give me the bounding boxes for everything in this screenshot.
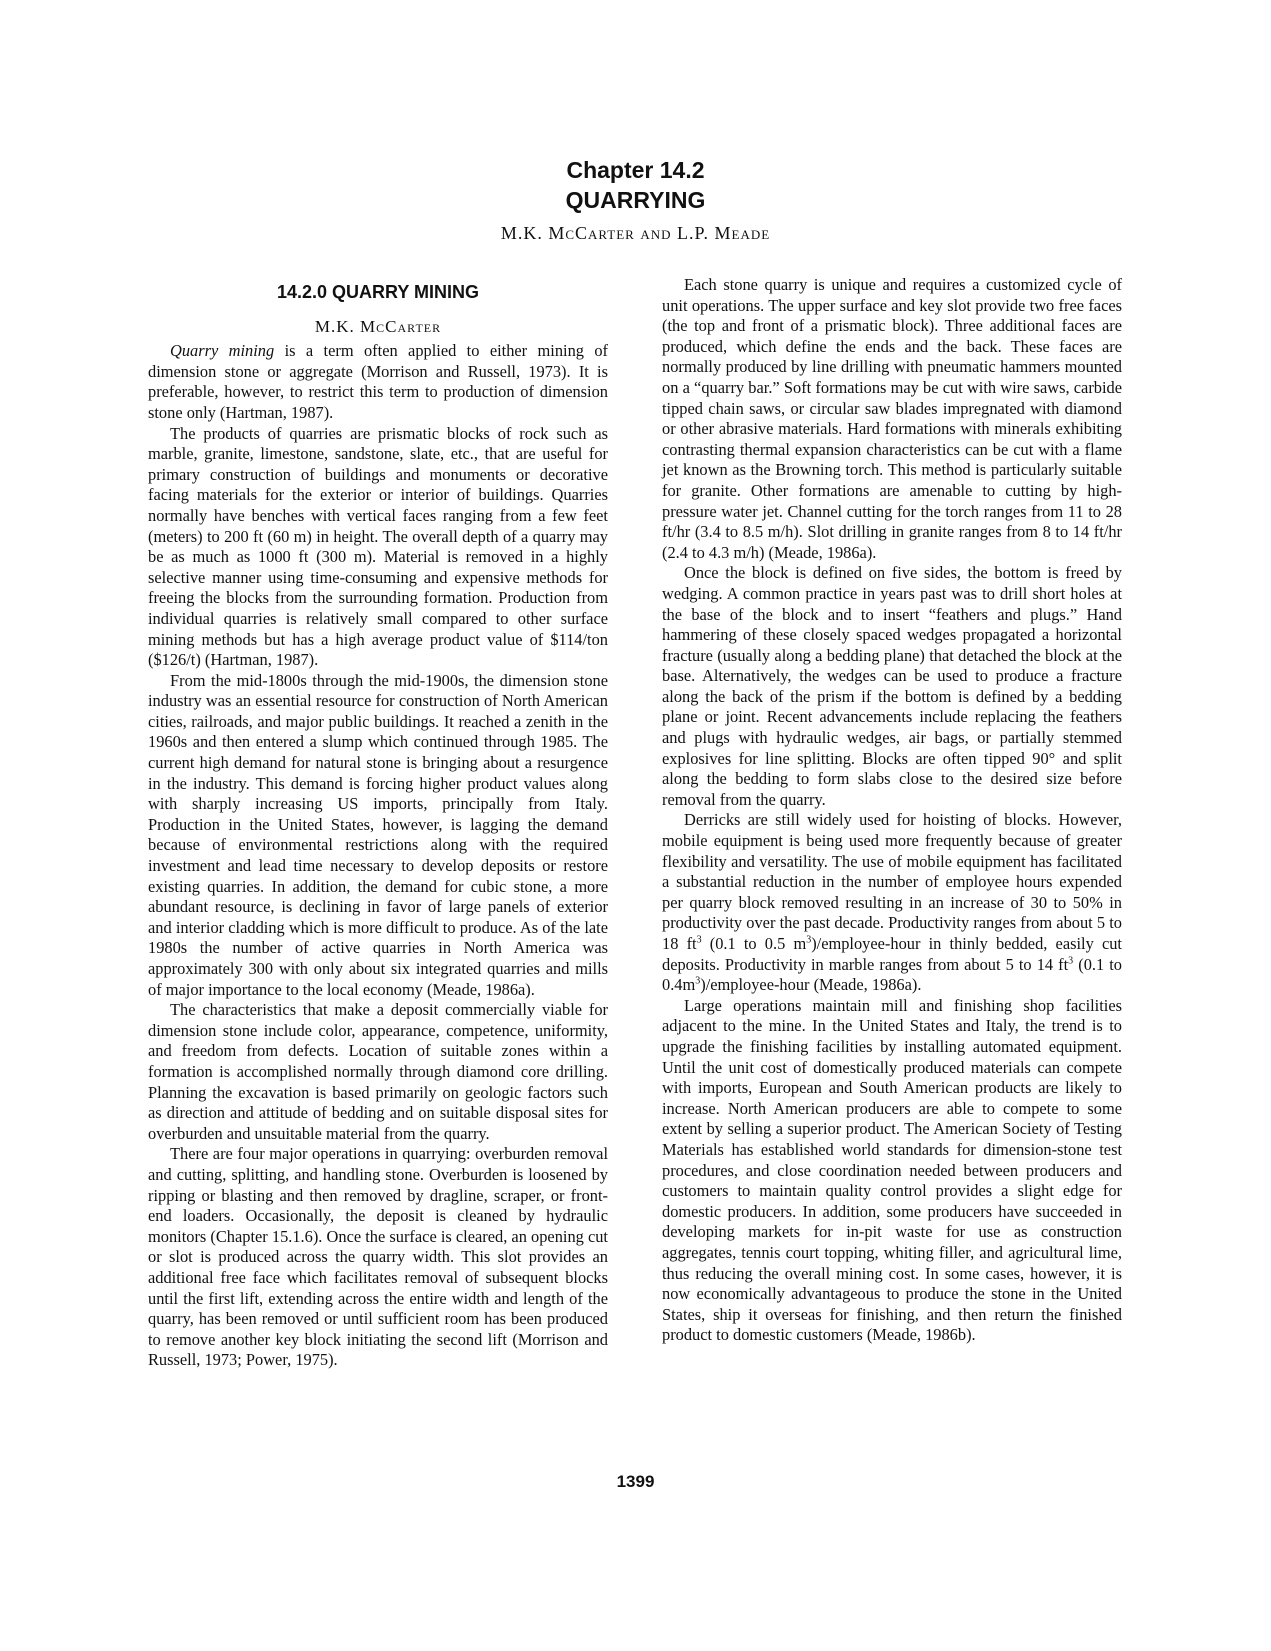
paragraph: Once the block is defined on five sides, the bottom is freed by wedging. A common practice in years past was to drill short holes at the base of the block and to insert “feathers and plugs.” Hand hammering of these closely spaced wedges propagated a horizontal fracture (usually along a bedding plane) that detached the block at the base. Alternatively, the wedges can be used to produce a fracture along the back of the prism if the bottom is defined by a bedding plane or joint. Recent advancements include replacing the feathers and plugs with hydraulic wedges, air bags, or partially stemmed explosives for line splitting. Blocks are often tipped 90° and split along the bedding to form slabs close to the desired size before removal from the quarry. <box>662 563 1122 809</box>
chapter-title: QUARRYING <box>565 187 706 213</box>
paragraph <box>148 341 608 423</box>
paragraph: From the mid-1800s through the mid-1900s, the dimension stone industry was an essential resource for construction of North American cities, railroads, and major public buildings. It reached a zenith in the 1960s and then entered a slump which continued through 1985. The current high demand for natural stone is bringing about a resurgence in the industry. This demand is forcing higher product values along with sharply increasing US imports, principally from Italy. Production in the United States, however, is lagging the demand because of environmental restrictions along with the required investment and lead time necessary to develop deposits or restore existing quarries. In addition, the demand for cubic stone, a more abundant resource, is declining in favor of large panels of exterior and interior cladding which is more difficult to produce. As of the late 1980s the number of active quarries in North America was approximately 300 with only about six integrated quarries and mills of major importance to the local economy (Meade, 1986a). <box>148 670 608 999</box>
superscript: 3 <box>806 934 812 946</box>
term-quarry-mining: Quarry mining <box>170 341 275 361</box>
paragraph <box>662 810 1122 995</box>
superscript: 3 <box>1068 955 1074 967</box>
chapter-authors: M.K. McCarter and L.P. Meade <box>500 223 771 243</box>
paragraph: There are four major operations in quarrying: overburden removal and cutting, splitting, and handling stone. Overburden is loosened by ripping or blasting and then removed by dragline, scraper, or front-end loaders. Occasionally, the deposit is cleaned by hydraulic monitors (Chapter 15.1.6). Once the surface is cleared, an opening cut or slot is produced across the quarry width. This slot provides an additional free face which facilitates removal of subsequent blocks until the first lift, extending across the entire width and length of the quarry, has been removed or until sufficient room has been produced to remove another key block initiating the second lift (Morrison and Russell, 1973; Power, 1975). <box>148 1144 608 1370</box>
chapter-number: Chapter 14.2 <box>566 157 705 183</box>
paragraph-text: )/employee-hour (Meade, 1986a). <box>700 975 922 995</box>
paragraph: Each stone quarry is unique and requires a customized cycle of unit operations. The upper surface and key slot provide two free faces (the top and front of a prismatic block). Three additional faces are produced, which define the ends and the back. These faces are normally produced by line drilling with pneumatic hammers mounted on a “quarry bar.” Soft formations may be cut with wire saws, carbide tipped chain saws, or circular saw blades impregnated with diamond or other abrasive materials. Hard formations with minerals exhibiting contrasting thermal expansion characteristics can be cut with a flame jet known as the Browning torch. This method is particularly suitable for granite. Other formations are amenable to cutting by high-pressure water jet. Channel cutting for the torch ranges from 11 to 28 ft/hr (3.4 to 8.5 m/h). Slot drilling in granite ranges from 8 to 14 ft/hr (2.4 to 4.3 m/h) (Meade, 1986a). <box>662 275 1122 562</box>
paragraph-text: (0.1 to 0.4m <box>662 954 1122 995</box>
paragraph-text: Derricks are still widely used for hoisting of blocks. However, mobile equipment is being used more frequently because of greater flexibility and versatility. The use of mobile equipment has facilitated a substantial reduction in the number of employee hours expended per quarry block removed resulting in an increase of 30 to 50% in productivity over the past decade. Productivity ranges from about 5 to 18 ft <box>662 810 1122 953</box>
section-heading: 14.2.0 QUARRY MINING <box>276 282 480 302</box>
chapter-header <box>0 155 1271 244</box>
paragraph-text: is a term often applied to either mining of dimension stone or aggregate (Morrison and Russell, 1973). It is preferable, however, to restrict this term to production of dimension stone only (Hartman, 1987). <box>148 341 609 422</box>
left-column <box>148 282 608 1371</box>
paragraph-text: )/employee-hour in thinly bedded, easily cut deposits. Productivity in marble ranges from about 5 to 14 ft <box>662 934 1122 974</box>
page-number: 1399 <box>616 1472 655 1491</box>
superscript: 3 <box>696 934 702 946</box>
right-column <box>662 275 1122 1346</box>
section-author: M.K. McCarter <box>314 316 442 336</box>
paragraph: The products of quarries are prismatic blocks of rock such as marble, granite, limestone, sandstone, slate, etc., that are useful for primary construction of buildings and monuments or decorative facing materials for the exterior or interior of buildings. Quarries normally have benches with vertical faces ranging from a few feet (meters) to 200 ft (60 m) in height. The overall depth of a quarry may be as much as 1000 ft (300 m). Material is removed in a highly selective manner using time-consuming and expensive methods for freeing the blocks from the surrounding formation. Production from individual quarries is relatively small compared to other surface mining methods but has a high average product value of $114/ton ($126/t) (Hartman, 1987). <box>148 423 608 670</box>
paragraph: Large operations maintain mill and finishing shop facilities adjacent to the mine. In the United States and Italy, the trend is to upgrade the finishing facilities by installing automated equipment. Until the unit cost of domestically produced materials can compete with imports, European and South American products are likely to increase. North American producers are able to compete to some extent by selling a superior product. The American Society of Testing Materials has established world standards for dimension-stone test procedures, and close coordination needed between producers and customers to maintain quality control provides a slight edge for domestic producers. In addition, some producers have succeeded in developing markets for in-pit waste for use as construction aggregates, tennis court topping, whiting filler, and agricultural lime, thus reducing the overall mining cost. In some cases, however, it is now economically advantageous to produce the stone in the United States, ship it overseas for finishing, and then return the finished product to domestic customers (Meade, 1986b). <box>662 995 1122 1345</box>
superscript: 3 <box>695 975 701 987</box>
paragraph-text: (0.1 to 0.5 m <box>701 934 807 953</box>
paragraph: The characteristics that make a deposit commercially viable for dimension stone include color, appearance, competence, uniformity, and freedom from defects. Location of suitable zones within a formation is accomplished normally through diamond core drilling. Planning the excavation is based primarily on geologic factors such as direction and attitude of bedding and on suitable disposal sites for overburden and unsuitable material from the quarry. <box>148 1000 608 1143</box>
